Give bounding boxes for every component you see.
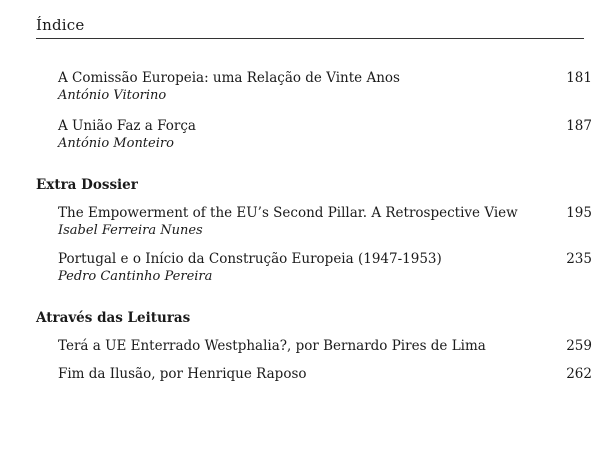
toc-entry-title: Terá a UE Enterrado Westphalia?, por Bernardo Pires de Lima [58, 338, 486, 354]
toc-entry-title: The Empowerment of the EU’s Second Pillar. A Retrospective View [58, 205, 518, 221]
toc-entry-title: A União Faz a Força [58, 118, 196, 134]
toc-entry[interactable] [58, 338, 592, 356]
toc-entry-author: António Monteiro [58, 136, 174, 151]
toc-entry-author: Isabel Ferreira Nunes [58, 223, 203, 238]
toc-entry-title: Portugal e o Início da Construção Europeia (1947-1953) [58, 251, 442, 267]
toc-entry-page: 195 [566, 205, 592, 221]
toc-entry-author: Pedro Cantinho Pereira [58, 269, 213, 284]
section-heading: Através das Leituras [36, 310, 191, 326]
toc-entry[interactable] [58, 205, 592, 238]
toc-entry[interactable] [58, 70, 592, 103]
toc-entry[interactable] [58, 251, 592, 284]
toc-entry-page: 235 [566, 251, 592, 267]
section-heading: Extra Dossier [36, 177, 138, 193]
toc-entry-author: António Vitorino [58, 88, 167, 103]
toc-entry-page: 181 [566, 70, 592, 86]
toc-entry-title: A Comissão Europeia: uma Relação de Vinte Anos [58, 70, 400, 86]
header-rule [36, 38, 584, 39]
toc-entry-page: 259 [566, 338, 592, 354]
toc-entry[interactable] [58, 118, 592, 151]
toc-entry-page: 262 [566, 366, 592, 382]
page-header-title: Índice [36, 16, 85, 34]
toc-entry-page: 187 [566, 118, 592, 134]
toc-entry-title: Fim da Ilusão, por Henrique Raposo [58, 366, 307, 382]
toc-entry[interactable] [58, 366, 592, 384]
